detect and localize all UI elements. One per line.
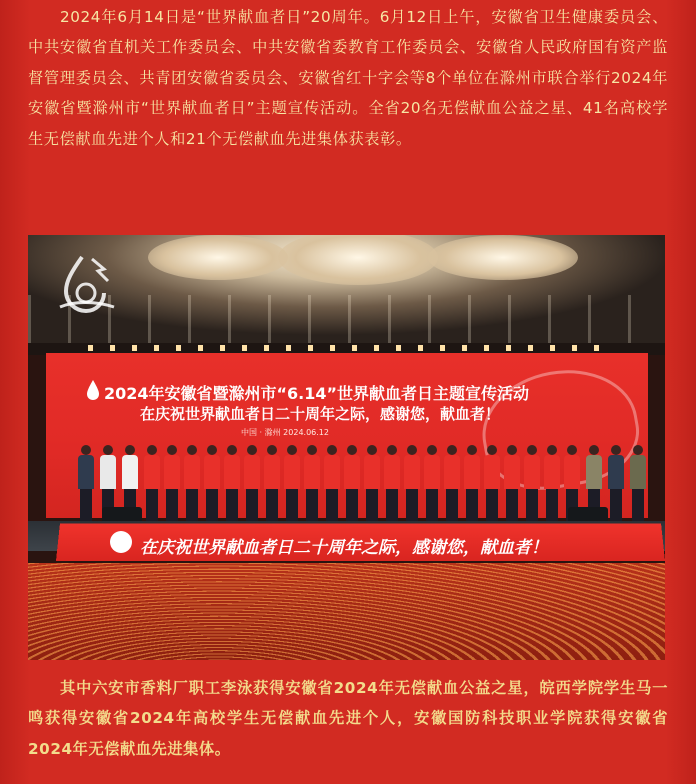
screen-subtitle: 在庆祝世界献血者日二十周年之际，感谢您，献血者！ [140, 405, 501, 423]
event-photo [28, 235, 665, 660]
person [204, 445, 220, 525]
person [608, 445, 624, 525]
intro-paragraph: 2024年6月14日是“世界献血者日”20周年。6月12日上午，安徽省卫生健康委员会、中共安徽省直机关工作委员会、中共安徽省委教育工作委员会、安徽省人民政府国有资产监督管理委员会、共青团安徽省委员会、安徽省红十字会等8个单位在滁州市联合举行2024年安徽省暨滁州市“世界献血者日”主题宣传活动。全省20名无偿献血公益之星、41名高校学生无偿献血先进个人和21个无偿献血先进集体获表彰。 [28, 8, 668, 148]
chandelier [148, 235, 288, 280]
person [464, 445, 480, 525]
person [224, 445, 240, 525]
person [544, 445, 560, 525]
blood-drop-logo-icon [86, 379, 100, 401]
ceiling-beams [28, 295, 665, 345]
person [444, 445, 460, 525]
person [264, 445, 280, 525]
screen-title: 2024年安徽省暨滁州市“6.14”世界献血者日主题宣传活动 [104, 384, 530, 403]
awards-paragraph: 其中六安市香料厂职工李泳获得安徽省2024年无偿献血公益之星，皖西学院学生马一鸣获得安徽省2024年高校学生无偿献血先进个人，安徽国防科技职业学院获得安徽省2024年无偿献血先进集体。 [28, 679, 668, 758]
person [184, 445, 200, 525]
person [384, 445, 400, 525]
person [424, 445, 440, 525]
screen-place-date: 中国 · 滁州 2024.06.12 [241, 428, 329, 437]
blood-drop-banner-icon [110, 531, 132, 553]
person [244, 445, 260, 525]
person [404, 445, 420, 525]
person [524, 445, 540, 525]
person [484, 445, 500, 525]
person [144, 445, 160, 525]
person [324, 445, 340, 525]
person [630, 445, 646, 525]
blood-donation-watermark-icon [52, 249, 122, 319]
person [164, 445, 180, 525]
person [504, 445, 520, 525]
person [78, 445, 94, 525]
chandelier [428, 235, 578, 280]
person [364, 445, 380, 525]
stage-lights [88, 345, 608, 351]
person [304, 445, 320, 525]
stage-banner-text: 在庆祝世界献血者日二十周年之际，感谢您，献血者！ [140, 538, 548, 558]
person [344, 445, 360, 525]
patterned-carpet [28, 563, 665, 660]
person [284, 445, 300, 525]
